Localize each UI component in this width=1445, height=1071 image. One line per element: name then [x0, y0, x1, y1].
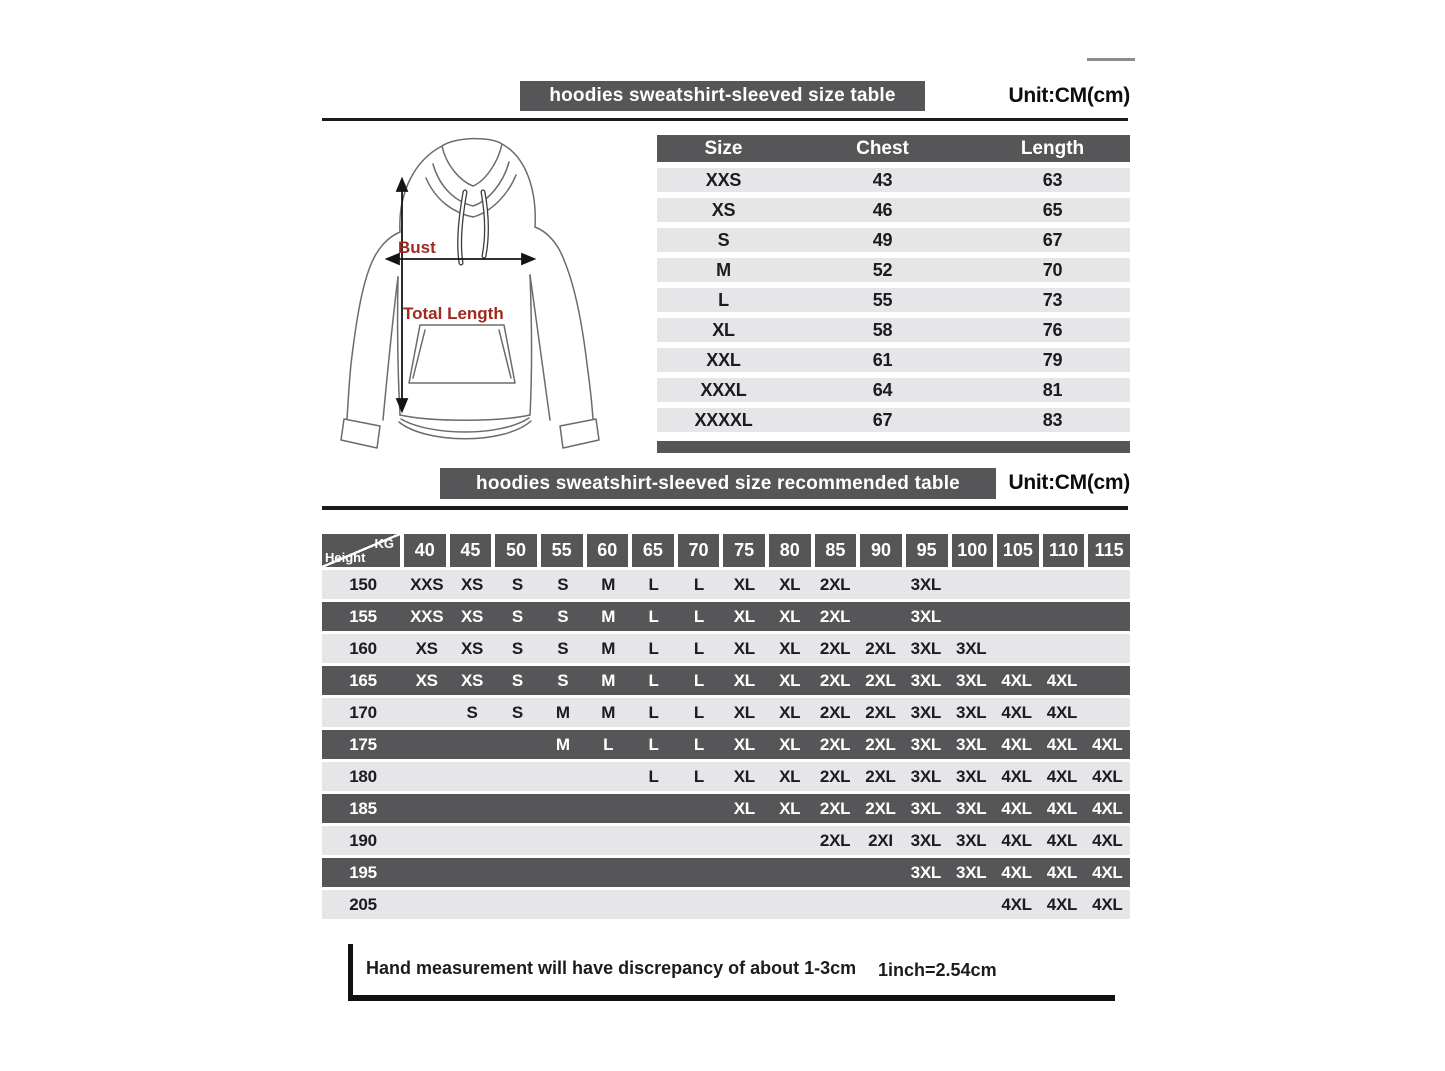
height-row-label: 205: [349, 894, 377, 914]
size-cell: XL: [733, 574, 755, 594]
weight-value: 115: [1094, 540, 1124, 560]
size-cell: 4XL: [1046, 830, 1078, 850]
size-cell: XL: [779, 766, 801, 786]
weight-value: 45: [460, 540, 481, 560]
weight-column-header: [495, 534, 537, 567]
size-cell: 3XL: [910, 574, 941, 594]
size-cell: 4XL: [1001, 734, 1032, 754]
size-cell: 2XL: [865, 670, 896, 690]
weight-value: 80: [779, 540, 800, 560]
size-cell: 2XL: [865, 798, 896, 818]
size-cell: XL: [733, 702, 755, 722]
column-header-chest: Chest: [856, 137, 909, 159]
weight-column-header: [769, 534, 811, 567]
chest-cell: 61: [872, 349, 893, 370]
length-cell: 83: [1042, 409, 1063, 430]
height-row-label: 165: [349, 670, 377, 690]
size-cell: S: [717, 229, 730, 250]
length-cell: 79: [1042, 349, 1063, 370]
size-cell: 2XI: [868, 830, 893, 850]
size-cell: L: [648, 606, 659, 626]
size-cell: S: [511, 670, 523, 690]
weight-value: 65: [642, 540, 663, 560]
size-table-title-bar: [520, 81, 925, 111]
size-cell: 4XL: [1092, 830, 1123, 850]
size-cell: 2XL: [819, 702, 851, 722]
chest-cell: 58: [872, 319, 893, 340]
size-cell: 2XL: [865, 734, 896, 754]
total-length-label: Total Length: [403, 304, 504, 323]
size-cell: 4XL: [1092, 894, 1123, 914]
divider-rule-1: [322, 118, 1128, 121]
weight-value: 95: [916, 540, 937, 560]
size-cell: 3XL: [910, 862, 941, 882]
size-cell: XL: [779, 574, 801, 594]
height-row-label: 170: [349, 702, 377, 722]
size-table-body: [657, 168, 1130, 432]
size-table-footer-bar: [657, 441, 1130, 453]
corner-height-label: Height: [325, 550, 366, 565]
matrix-row: [322, 858, 1130, 887]
matrix-row: [322, 826, 1130, 855]
size-cell: L: [693, 702, 704, 722]
weight-value: 55: [551, 540, 572, 560]
size-cell: XL: [779, 606, 801, 626]
size-cell: XL: [779, 638, 801, 658]
weight-column-header: [678, 534, 720, 567]
size-cell: 3XL: [910, 670, 941, 690]
table-row: [657, 288, 1130, 312]
size-cell: 4XL: [1092, 798, 1123, 818]
size-cell: XXXL: [700, 379, 747, 400]
size-cell: M: [601, 702, 616, 722]
length-cell: 67: [1042, 229, 1063, 250]
weight-column-header: [632, 534, 674, 567]
size-table-header-row: [657, 135, 1130, 162]
weight-column-header: [952, 534, 994, 567]
size-cell: 2XL: [819, 574, 851, 594]
size-cell: 4XL: [1046, 670, 1078, 690]
size-cell: L: [648, 670, 659, 690]
unit-label-1: Unit:CM(cm): [1008, 84, 1130, 107]
table-row: [657, 168, 1130, 192]
height-row-label: 180: [349, 766, 377, 786]
divider-rule-2: [322, 506, 1128, 510]
matrix-row: [322, 634, 1130, 663]
table-row: [657, 408, 1130, 432]
size-cell: S: [557, 574, 569, 594]
size-recommendation-matrix: [322, 534, 1130, 919]
weight-value: 85: [825, 540, 846, 560]
size-cell: L: [648, 766, 659, 786]
size-cell: 4XL: [1046, 734, 1078, 754]
weight-value: 105: [1002, 540, 1033, 560]
size-cell: L: [603, 734, 614, 754]
size-cell: 4XL: [1001, 830, 1032, 850]
size-cell: 3XL: [956, 798, 987, 818]
weight-value: 60: [597, 540, 618, 560]
length-cell: 63: [1042, 169, 1063, 190]
size-cell: M: [716, 259, 731, 280]
size-cell: 2XL: [819, 798, 851, 818]
weight-column-header: [723, 534, 765, 567]
weight-value: 70: [688, 540, 709, 560]
weight-value: 90: [871, 540, 892, 560]
matrix-row: [322, 794, 1130, 823]
size-cell: 3XL: [956, 638, 987, 658]
size-cell: 2XL: [819, 830, 851, 850]
unit-label-2: Unit:CM(cm): [1008, 471, 1130, 494]
column-header-size: Size: [704, 137, 743, 159]
size-table-title: hoodies sweatshirt-sleeved size table: [549, 85, 896, 106]
size-cell: 2XL: [819, 734, 851, 754]
size-measurement-table: [657, 135, 1130, 453]
size-cell: XXS: [705, 169, 742, 190]
chest-cell: 43: [872, 169, 893, 190]
size-cell: 3XL: [910, 702, 941, 722]
size-cell: 3XL: [910, 830, 941, 850]
size-cell: XXS: [410, 574, 444, 594]
column-header-length: Length: [1020, 137, 1085, 159]
size-cell: 2XL: [865, 766, 896, 786]
size-cell: S: [511, 574, 523, 594]
weight-value: 110: [1049, 540, 1079, 560]
size-cell: 4XL: [1001, 766, 1032, 786]
size-cell: S: [466, 702, 478, 722]
size-cell: M: [601, 670, 616, 690]
hoodie-drawstrings: [460, 192, 487, 263]
size-cell: XL: [712, 319, 735, 340]
size-cell: 4XL: [1092, 734, 1123, 754]
weight-column-header: [587, 534, 629, 567]
size-cell: S: [557, 670, 569, 690]
size-cell: 4XL: [1046, 766, 1078, 786]
chest-cell: 46: [872, 199, 893, 220]
length-cell: 65: [1042, 199, 1063, 220]
matrix-row: [322, 570, 1130, 599]
weight-column-header: [815, 534, 857, 567]
size-cell: XL: [779, 670, 801, 690]
kg-height-corner-cell: [322, 534, 400, 567]
size-cell: 3XL: [956, 862, 987, 882]
footnote-underline-bar: [348, 995, 1115, 1001]
size-cell: S: [511, 606, 523, 626]
weight-value: 75: [734, 540, 755, 560]
hoodie-outline: [341, 139, 599, 448]
weight-column-header: [541, 534, 583, 567]
size-cell: XXXXL: [694, 409, 753, 430]
size-cell: 4XL: [1046, 702, 1078, 722]
size-cell: L: [648, 574, 659, 594]
weight-column-header: [450, 534, 492, 567]
size-cell: 4XL: [1046, 894, 1078, 914]
weight-column-header: [1043, 534, 1085, 567]
size-cell: M: [555, 734, 570, 754]
weight-value: 100: [957, 540, 988, 560]
size-cell: XS: [461, 638, 484, 658]
weight-value: 40: [414, 540, 435, 560]
size-cell: 3XL: [910, 798, 941, 818]
size-cell: L: [693, 670, 704, 690]
size-cell: L: [693, 766, 704, 786]
size-cell: 2XL: [865, 702, 896, 722]
weight-column-header: [1088, 534, 1130, 567]
size-cell: XS: [415, 638, 438, 658]
length-cell: 76: [1042, 319, 1063, 340]
table-row: [657, 318, 1130, 342]
chest-cell: 55: [872, 289, 893, 310]
inch-conversion-text: 1inch=2.54cm: [878, 960, 997, 980]
weight-column-header: [404, 534, 446, 567]
size-cell: XL: [733, 734, 755, 754]
size-cell: 3XL: [956, 766, 987, 786]
recommended-table-title: hoodies sweatshirt-sleeved size recommended table: [476, 472, 960, 494]
size-cell: XL: [779, 798, 801, 818]
table-row: [657, 258, 1130, 282]
size-cell: 4XL: [1001, 702, 1032, 722]
size-cell: 4XL: [1046, 798, 1078, 818]
height-row-label: 160: [349, 638, 377, 658]
table-row: [657, 348, 1130, 372]
size-cell: L: [648, 638, 659, 658]
size-cell: L: [693, 574, 704, 594]
table-row: [657, 228, 1130, 252]
height-row-label: 150: [349, 574, 377, 594]
size-cell: S: [557, 606, 569, 626]
hoodie-measurement-diagram: [330, 132, 600, 462]
footnote-text: Hand measurement will have discrepancy of about 1-3cm: [366, 958, 857, 978]
matrix-row: [322, 762, 1130, 791]
height-row-label: 185: [349, 798, 377, 818]
size-cell: 2XL: [819, 638, 851, 658]
size-cell: S: [511, 638, 523, 658]
size-cell: L: [693, 638, 704, 658]
size-cell: 3XL: [910, 638, 941, 658]
size-cell: 3XL: [956, 702, 987, 722]
weight-column-header: [860, 534, 902, 567]
size-cell: 3XL: [910, 734, 941, 754]
size-cell: XL: [779, 734, 801, 754]
size-cell: 2XL: [819, 606, 851, 626]
length-cell: 70: [1042, 259, 1063, 280]
chest-cell: 64: [872, 379, 893, 400]
size-cell: XL: [733, 670, 755, 690]
size-cell: XS: [711, 199, 736, 220]
size-cell: 3XL: [910, 766, 941, 786]
size-cell: L: [648, 702, 659, 722]
size-cell: L: [648, 734, 659, 754]
weight-column-header: [997, 534, 1039, 567]
size-cell: 2XL: [865, 638, 896, 658]
height-row-label: 175: [349, 734, 377, 754]
matrix-row: [322, 698, 1130, 727]
size-cell: 3XL: [910, 606, 941, 626]
height-row-label: 155: [349, 606, 377, 626]
size-cell: M: [601, 574, 616, 594]
chest-cell: 49: [872, 229, 893, 250]
size-cell: 4XL: [1092, 766, 1123, 786]
footnote-left-bar: [348, 944, 353, 1000]
weight-value: 50: [506, 540, 527, 560]
height-row-label: 195: [349, 862, 377, 882]
matrix-body: [322, 570, 1130, 919]
size-cell: L: [693, 734, 704, 754]
length-cell: 73: [1042, 289, 1063, 310]
size-cell: L: [693, 606, 704, 626]
size-cell: XS: [415, 670, 438, 690]
height-row-label: 190: [349, 830, 377, 850]
chest-cell: 52: [872, 259, 893, 280]
recommended-table-title-bar: [440, 468, 996, 499]
bust-label: Bust: [398, 238, 436, 257]
table-row: [657, 378, 1130, 402]
matrix-row: [322, 890, 1130, 919]
size-cell: L: [718, 289, 729, 310]
size-cell: XS: [461, 606, 484, 626]
size-cell: 4XL: [1092, 862, 1123, 882]
size-cell: XS: [461, 670, 484, 690]
size-cell: XS: [461, 574, 484, 594]
size-cell: S: [511, 702, 523, 722]
size-cell: 2XL: [819, 670, 851, 690]
size-cell: 4XL: [1001, 894, 1032, 914]
matrix-header-row: [322, 534, 1130, 567]
size-cell: 3XL: [956, 670, 987, 690]
size-cell: 3XL: [956, 830, 987, 850]
size-cell: XL: [733, 798, 755, 818]
size-cell: XXL: [706, 349, 741, 370]
matrix-row: [322, 602, 1130, 631]
table-row: [657, 198, 1130, 222]
size-cell: M: [601, 606, 616, 626]
size-cell: XL: [733, 606, 755, 626]
size-cell: XL: [733, 766, 755, 786]
size-cell: 4XL: [1001, 798, 1032, 818]
size-cell: 2XL: [819, 766, 851, 786]
corner-kg-label: KG: [374, 536, 394, 551]
size-cell: M: [601, 638, 616, 658]
chest-cell: 67: [872, 409, 893, 430]
size-cell: 4XL: [1001, 670, 1032, 690]
size-cell: XXS: [410, 606, 444, 626]
size-cell: XL: [779, 702, 801, 722]
size-cell: 3XL: [956, 734, 987, 754]
size-cell: M: [555, 702, 570, 722]
size-cell: XL: [733, 638, 755, 658]
matrix-row: [322, 730, 1130, 759]
size-cell: 4XL: [1046, 862, 1078, 882]
decorative-dash: [1087, 58, 1135, 61]
length-cell: 81: [1042, 379, 1063, 400]
size-cell: S: [557, 638, 569, 658]
size-cell: 4XL: [1001, 862, 1032, 882]
matrix-row: [322, 666, 1130, 695]
weight-column-header: [906, 534, 948, 567]
